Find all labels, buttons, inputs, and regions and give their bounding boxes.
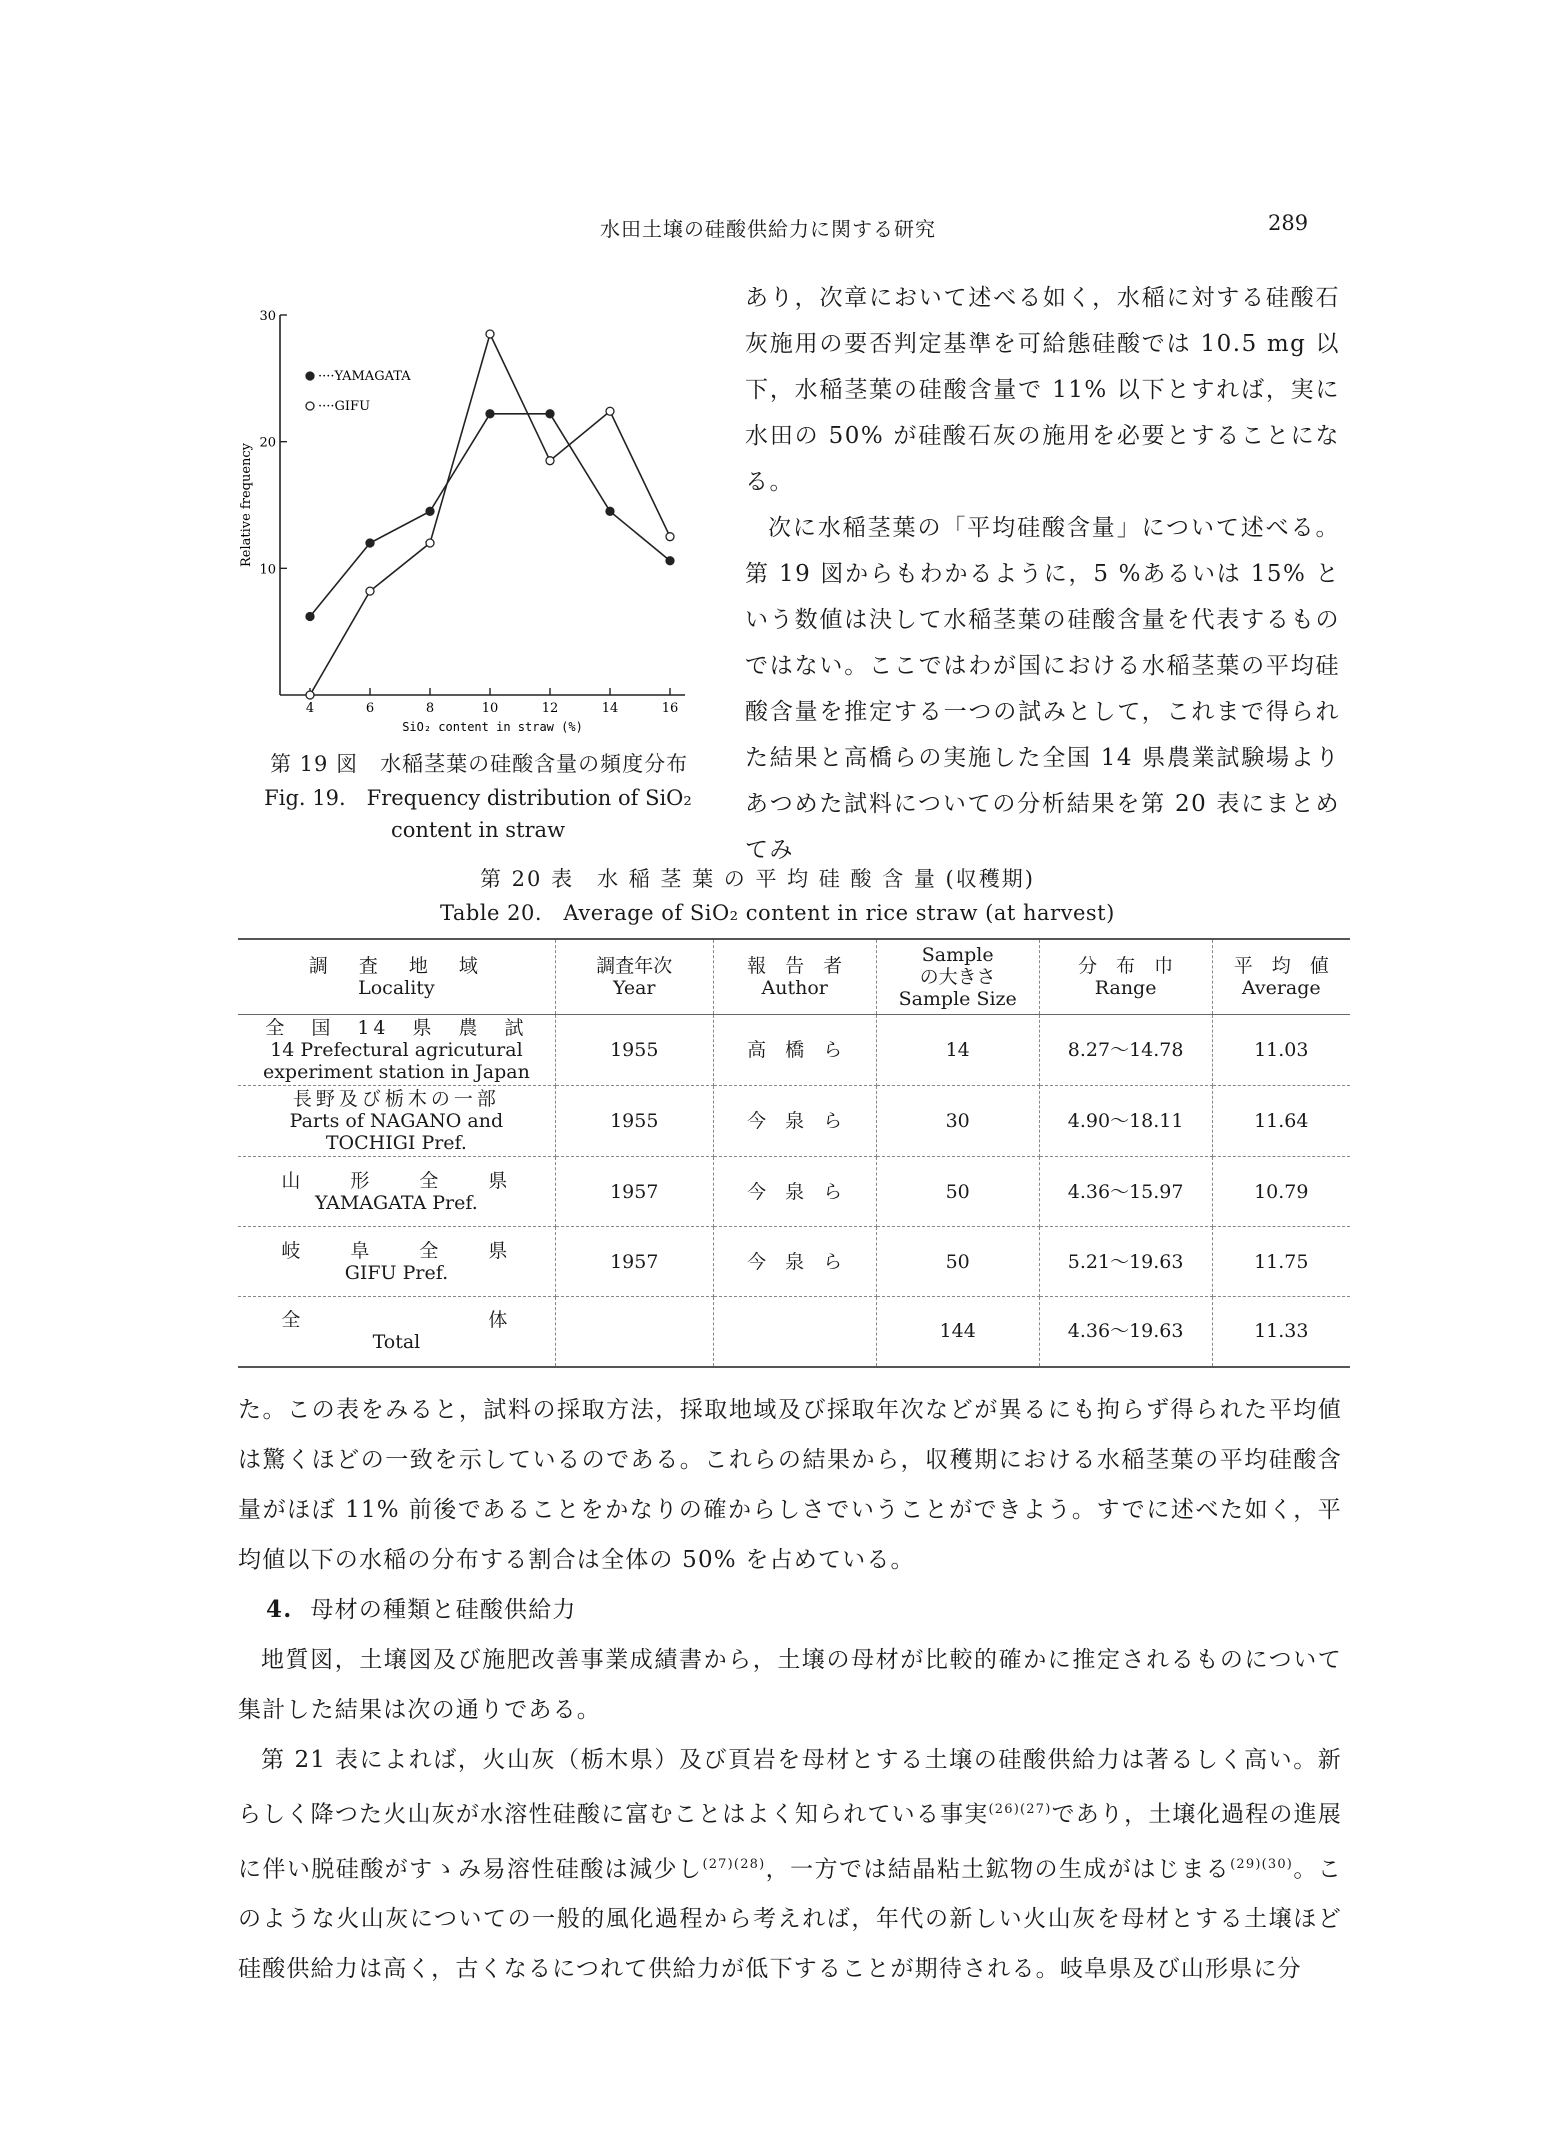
cell-locality-ja: 全 体 bbox=[281, 1309, 512, 1332]
table-title-en: Table 20. Average of SiO₂ content in rice straw (at harvest) bbox=[440, 901, 1115, 925]
table-title-ja: 第 20 表 水 稲 茎 葉 の 平 均 硅 酸 含 量 (収穫期) bbox=[480, 867, 1035, 891]
table-row bbox=[238, 1015, 1350, 1086]
header-locality bbox=[238, 939, 555, 1015]
data-point-yamagata bbox=[546, 410, 554, 418]
cell-range: 4.36〜15.97 bbox=[1039, 1157, 1212, 1227]
right-column-text bbox=[745, 275, 1340, 873]
header-range-ja: 分 布 巾 bbox=[1078, 955, 1174, 977]
cell-locality bbox=[238, 1086, 555, 1157]
x-tick-label: 8 bbox=[425, 701, 435, 716]
header-locality-en: Locality bbox=[358, 977, 435, 999]
cell-locality-en: 14 Prefectural agricutural bbox=[270, 1039, 523, 1061]
cell-locality-ja: 山 形 全 県 bbox=[281, 1169, 512, 1192]
cell-range: 5.21〜19.63 bbox=[1039, 1227, 1212, 1297]
cell-year: 1957 bbox=[555, 1227, 713, 1297]
data-point-yamagata bbox=[426, 507, 434, 515]
p3-part-a: 第 21 表によれば，火山灰（栃木県）及び頁岩を母材とする土壌の硅酸供給力は著るしく高い。新らしく降つた火山灰が水溶性硅酸に富むことはよく知られている事実 bbox=[238, 1747, 1342, 1828]
data-point-gifu bbox=[666, 533, 674, 541]
section-heading bbox=[238, 1585, 1342, 1635]
x-tick-label: 4 bbox=[305, 701, 315, 716]
header-author bbox=[713, 939, 876, 1015]
header-sample-size-line2: の大きさ bbox=[919, 966, 996, 988]
cell-average: 10.79 bbox=[1212, 1157, 1350, 1227]
series-line-gifu bbox=[310, 334, 670, 695]
cell-locality bbox=[238, 1227, 555, 1297]
cell-sample-size: 30 bbox=[876, 1086, 1039, 1157]
cell-locality bbox=[238, 1297, 555, 1367]
cell-locality-en2: experiment station in Japan bbox=[262, 1061, 530, 1083]
cell-range: 4.36〜19.63 bbox=[1039, 1297, 1212, 1367]
bottom-paragraph-3 bbox=[238, 1735, 1342, 1994]
x-axis-label: SiO₂ content in straw (%) bbox=[402, 720, 583, 734]
data-point-gifu bbox=[486, 330, 494, 338]
section-title: 母材の種類と硅酸供給力 bbox=[310, 1597, 577, 1623]
x-tick-label: 6 bbox=[365, 701, 375, 716]
header-sample-size bbox=[876, 939, 1039, 1015]
table-row bbox=[238, 1086, 1350, 1157]
header-average-ja: 平 均 値 bbox=[1233, 955, 1329, 977]
cell-range: 4.90〜18.11 bbox=[1039, 1086, 1212, 1157]
page-number: 289 bbox=[1268, 211, 1309, 235]
figure-caption-en-line1: Fig. 19. Frequency distribution of SiO₂ bbox=[264, 786, 692, 810]
bottom-paragraph-1: た。この表をみると，試料の採取方法，採取地域及び採取年次などが異るにも拘らず得られた平均値は驚くほどの一致を示しているのである。これらの結果から，収穫期における水稲茎葉の平均硅酸含量がほぼ 11% 前後であることをかなりの確からしさでいうことができよう。すでに述べた如く，平均値以下の水稲の分布する割合は全体の 50% を占めている。 bbox=[238, 1397, 1342, 1573]
y-tick-label: 10 bbox=[259, 562, 276, 578]
cell-locality-en: YAMAGATA Pref. bbox=[315, 1191, 478, 1214]
cell-author bbox=[713, 1297, 876, 1367]
legend-marker-gifu bbox=[306, 402, 314, 410]
y-tick-label: 20 bbox=[259, 435, 276, 451]
figure-caption-en-line2: content in straw bbox=[390, 818, 566, 842]
header-year-ja: 調査年次 bbox=[596, 955, 673, 977]
cell-year: 1955 bbox=[555, 1015, 713, 1086]
cell-author: 今 泉 ら bbox=[713, 1086, 876, 1157]
cell-locality-en2: TOCHIGI Pref. bbox=[325, 1132, 467, 1154]
cell-average: 11.03 bbox=[1212, 1015, 1350, 1086]
citation-27-28: (27)(28) bbox=[702, 1856, 766, 1872]
cell-sample-size: 50 bbox=[876, 1157, 1039, 1227]
cell-locality-ja: 岐 阜 全 県 bbox=[281, 1239, 512, 1262]
cell-average: 11.75 bbox=[1212, 1227, 1350, 1297]
data-point-gifu bbox=[606, 407, 614, 415]
header-range bbox=[1039, 939, 1212, 1015]
figure-caption-ja: 第 19 図 水稲茎葉の硅酸含量の頻度分布 bbox=[270, 752, 689, 776]
right-paragraph-1: あり，次章において述べる如く，水稲に対する硅酸石灰施用の要否判定基準を可給態硅酸では 10.5 mg 以下，水稲茎葉の硅酸含量で 11% 以下とすれば，実に水田の 50% が硅酸石灰の施用を必要とすることになる。 bbox=[745, 285, 1340, 495]
section-number: 4. bbox=[266, 1596, 293, 1623]
data-point-gifu bbox=[366, 587, 374, 595]
citation-26-27: (26)(27) bbox=[988, 1802, 1052, 1817]
cell-author: 高 橋 ら bbox=[713, 1015, 876, 1086]
figure-19-chart bbox=[230, 300, 700, 740]
running-title: 水田土壌の硅酸供給力に関する研究 bbox=[600, 217, 936, 241]
x-tick-label: 10 bbox=[481, 701, 499, 716]
header-locality-ja: 調 査 地 域 bbox=[308, 955, 484, 977]
right-paragraph-2: 次に水稲茎葉の「平均硅酸含量」について述べる。第 19 図からもわかるように，5 %あるいは 15% という数値は決して水稲茎葉の硅酸含量を代表するものではない。ここではわが国における水稲茎葉の平均硅酸含量を推定する一つの試みとして，これまで得られた結果と高橋らの実施した全国 14 県農業試験場よりあつめた試料についての分析結果を第 20 表にまとめてみ bbox=[745, 515, 1340, 863]
cell-locality bbox=[238, 1015, 555, 1086]
data-point-yamagata bbox=[666, 557, 674, 565]
table-header-row bbox=[238, 939, 1350, 1015]
data-point-yamagata bbox=[486, 410, 494, 418]
citation-29-30: (29)(30) bbox=[1230, 1856, 1294, 1872]
bottom-paragraph-2: 地質図，土壌図及び施肥改善事業成績書から，土壌の母材が比較的確かに推定されるものについて集計した結果は次の通りである。 bbox=[238, 1647, 1342, 1723]
table-20 bbox=[238, 938, 1350, 1368]
header-sample-size-en: Sample Size bbox=[898, 988, 1017, 1010]
p3-part-c: ，一方では結晶粘土鉱物の生成がはじまる bbox=[765, 1856, 1231, 1883]
cell-sample-size: 144 bbox=[876, 1297, 1039, 1367]
header-author-en: Author bbox=[761, 977, 828, 999]
header-range-en: Range bbox=[1094, 977, 1157, 999]
p3-part-b: であり，土壌化過程の進展に伴い脱硅酸がすゝみ易溶性硅酸は減少し bbox=[238, 1801, 1342, 1883]
cell-locality-ja: 全 国 14 県 農 試 bbox=[265, 1017, 528, 1039]
series-line-yamagata bbox=[310, 414, 670, 617]
y-tick-label: 30 bbox=[259, 309, 276, 324]
cell-year bbox=[555, 1297, 713, 1367]
cell-locality-en: GIFU Pref. bbox=[344, 1261, 449, 1284]
legend-label-gifu: ····GIFU bbox=[318, 399, 371, 414]
cell-range: 8.27〜14.78 bbox=[1039, 1015, 1212, 1086]
cell-average: 11.64 bbox=[1212, 1086, 1350, 1157]
cell-locality-ja: 長野及び栃木の一部 bbox=[292, 1088, 500, 1110]
header-author-ja: 報 告 者 bbox=[747, 955, 843, 977]
y-axis-label: Relative frequency bbox=[239, 442, 254, 568]
figure-caption-en bbox=[258, 782, 698, 846]
cell-author: 今 泉 ら bbox=[713, 1157, 876, 1227]
table-row bbox=[238, 1157, 1350, 1227]
cell-locality-en: Total bbox=[372, 1331, 421, 1354]
x-tick-label: 16 bbox=[661, 701, 679, 716]
data-point-yamagata bbox=[366, 539, 374, 547]
header-year-en: Year bbox=[612, 977, 656, 999]
x-tick-label: 12 bbox=[541, 701, 559, 716]
bottom-body-text bbox=[238, 1385, 1342, 1994]
x-tick-label: 14 bbox=[601, 701, 619, 716]
p3-part-d: 。このような火山灰についての一般的風化過程から考えれば，年代の新しい火山灰を母材とする土壌ほど硅酸供給力は高く，古くなるにつれて供給力が低下することが期待される。岐阜県及び山形県に分 bbox=[238, 1856, 1342, 1983]
table-row-total bbox=[238, 1297, 1350, 1367]
data-point-gifu bbox=[426, 539, 434, 547]
header-average bbox=[1212, 939, 1350, 1015]
cell-year: 1955 bbox=[555, 1086, 713, 1157]
legend-marker-yamagata bbox=[306, 372, 314, 380]
cell-year: 1957 bbox=[555, 1157, 713, 1227]
cell-locality-en: Parts of NAGANO and bbox=[289, 1110, 504, 1132]
cell-average: 11.33 bbox=[1212, 1297, 1350, 1367]
cell-author: 今 泉 ら bbox=[713, 1227, 876, 1297]
data-point-gifu bbox=[546, 457, 554, 465]
data-point-yamagata bbox=[606, 507, 614, 515]
header-sample-size-line1: Sample bbox=[921, 944, 994, 966]
table-row bbox=[238, 1227, 1350, 1297]
data-point-yamagata bbox=[306, 612, 314, 620]
cell-sample-size: 50 bbox=[876, 1227, 1039, 1297]
data-point-gifu bbox=[306, 691, 314, 699]
cell-locality bbox=[238, 1157, 555, 1227]
cell-sample-size: 14 bbox=[876, 1015, 1039, 1086]
header-year bbox=[555, 939, 713, 1015]
header-average-en: Average bbox=[1241, 977, 1321, 999]
legend-label-yamagata: ····YAMAGATA bbox=[318, 369, 411, 384]
